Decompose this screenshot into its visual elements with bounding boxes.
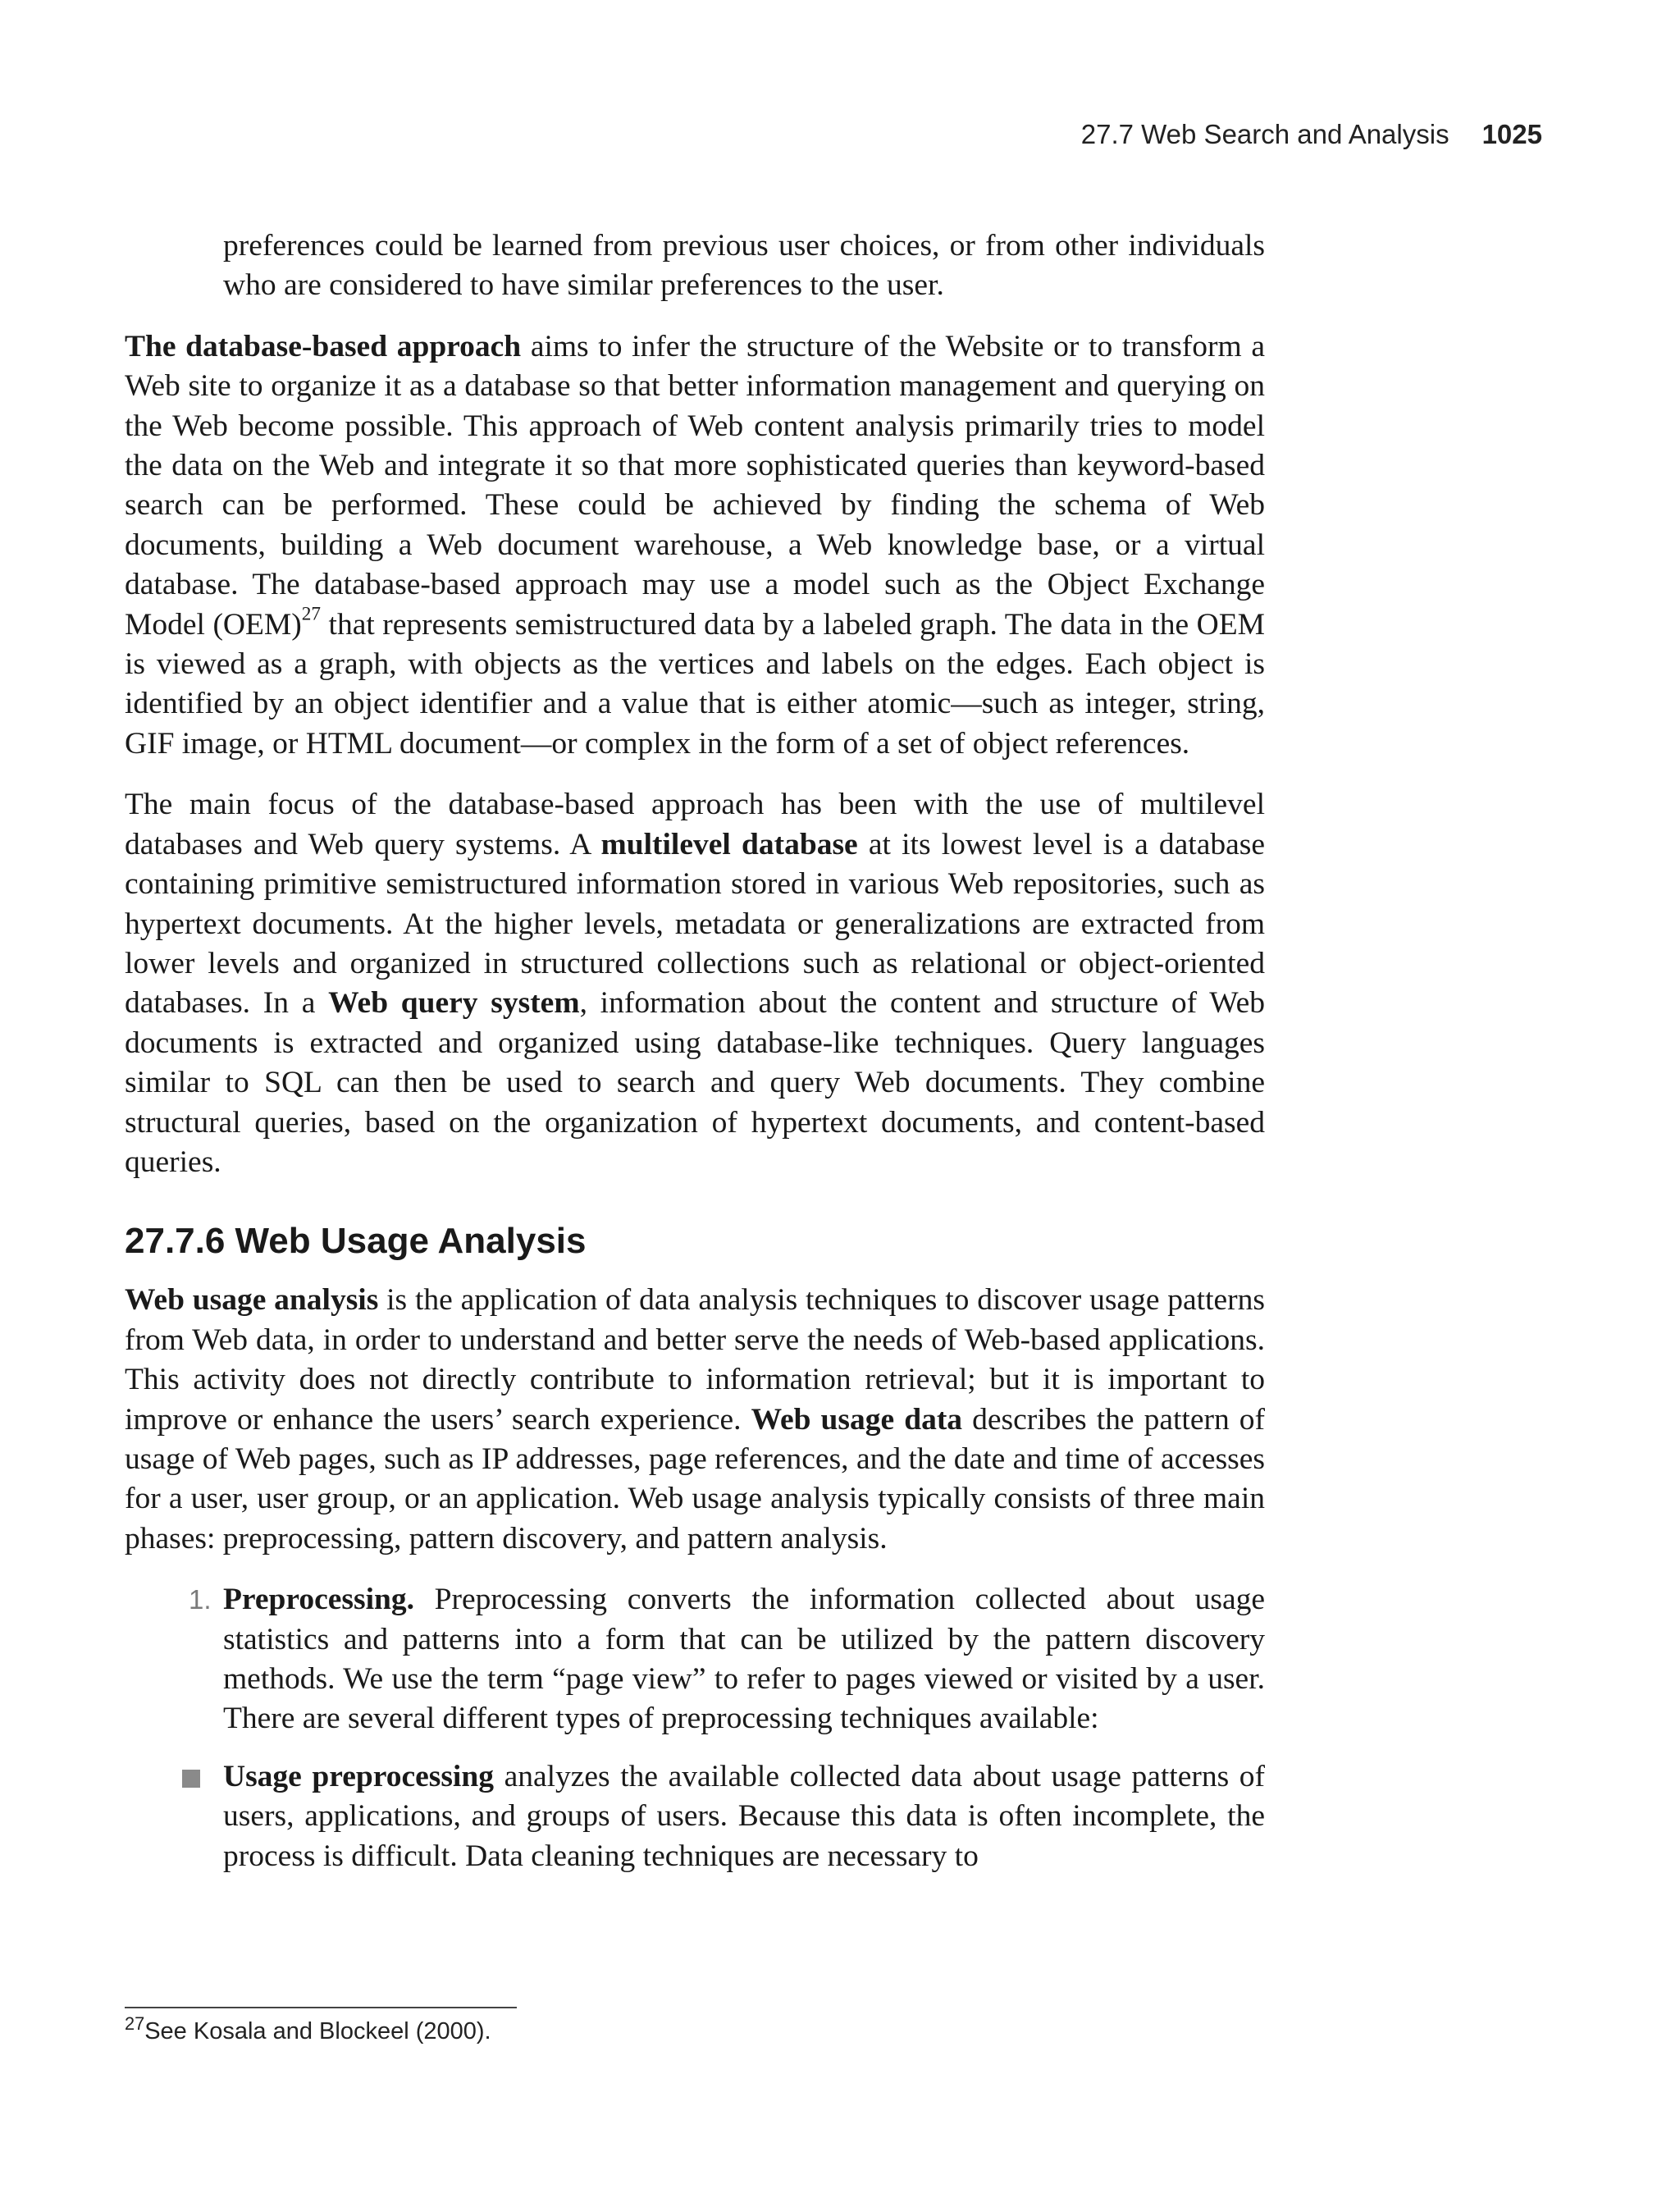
list-item-text: Preprocessing converts the information collected about usage statistics and patterns into a form that can be utilized by the pattern discovery methods. We use the term “page view” to refer to pages viewed or visited by a user. There are several different types of preprocessing techniques available: bbox=[223, 1583, 1265, 1736]
paragraph-text: The main focus of the database-based approach has been with the use of multilevel databases and Web query systems. A bbox=[125, 788, 1265, 861]
paragraph-multilevel bbox=[125, 785, 1265, 1182]
term-usage-preprocessing: Usage preprocessing bbox=[223, 1759, 494, 1793]
section-heading: 27.7.6 Web Usage Analysis bbox=[125, 1221, 587, 1262]
term-web-usage-data: Web usage data bbox=[751, 1402, 963, 1437]
footnote bbox=[125, 2013, 491, 2045]
paragraph-text: , information about the content and structure of Web documents is extracted and organized using database-like techniques. Query languages similar to SQL can then be used to search and query Web documents. They combine structural queries, based on the organization of hypertext documents, and content-based queries. bbox=[125, 986, 1265, 1179]
list-item-text: analyzes the available collected data about usage patterns of users, applications, and groups of users. Because this data is often incomplete, the process is difficult. Data cleaning techniques are necessary to bbox=[223, 1759, 1266, 1873]
paragraph-web-usage bbox=[125, 1281, 1265, 1559]
footnote-divider bbox=[125, 2007, 517, 2008]
paragraph-text: at its lowest level is a database containing primitive semistructured information stored in various Web repositories, such as hypertext documents. At the higher levels, metadata or generalizations are extracted from lower levels and organized in structured collections such as relational or object-oriented databases. In a bbox=[125, 827, 1265, 1021]
numbered-list-item bbox=[189, 1580, 1265, 1739]
paragraph-text: is the application of data analysis techniques to discover usage patterns from Web data, in order to understand and better serve the needs of Web-based applications. This activity does not directly contribute to information retrieval; but it is important to improve or enhance the users’ search experience. bbox=[125, 1283, 1265, 1437]
continued-paragraph: preferences could be learned from previous user choices, or from other individuals who are considered to have similar preferences to the user. bbox=[223, 229, 1265, 303]
running-head bbox=[1081, 119, 1542, 150]
paragraph-text: describes the pattern of usage of Web pages, such as IP addresses, page references, and the date and time of accesses for a user, user group, or an application. Web usage analysis typically consists of three main phases: preprocessing, pattern discovery, and pattern analysis. bbox=[125, 1402, 1265, 1556]
paragraph-database-approach bbox=[125, 327, 1265, 764]
term-preprocessing: Preprocessing. bbox=[223, 1583, 414, 1617]
paragraph-text: that represents semistructured data by a labeled graph. The data in the OEM is viewed as a graph, with objects as the vertices and labels on the edges. Each object is identified by an object identifier and a value that is either atomic—such as integer, string, GIF image, or HTML document—or complex in the form of a set of object references. bbox=[125, 607, 1265, 761]
footnote-reference: 27 bbox=[301, 603, 321, 625]
list-number: 1. bbox=[189, 1584, 212, 1615]
bullet-list-item bbox=[223, 1757, 1265, 1876]
term-multilevel-database: multilevel database bbox=[600, 827, 858, 861]
term-database-based-approach: The database-based approach bbox=[125, 329, 522, 363]
footnote-number: 27 bbox=[125, 2013, 145, 2035]
footnote-text: See Kosala and Blockeel (2000). bbox=[144, 2018, 491, 2044]
term-web-usage-analysis: Web usage analysis bbox=[125, 1283, 379, 1318]
running-head-section: 27.7 Web Search and Analysis bbox=[1080, 119, 1449, 149]
paragraph-text: aims to infer the structure of the Website or to transform a Web site to organize it as a database so that better information management and querying on the Web become possible. This approach of Web content analysis primarily tries to model the data on the Web and integrate it so that more sophisticated queries than keyword-based search can be performed. These could be achieved by finding the schema of Web documents, building a Web document warehouse, a Web knowledge base, or a virtual database. The database-based approach may use a model such as the Object Exchange Model (OEM) bbox=[125, 329, 1265, 642]
term-web-query-system: Web query system bbox=[328, 986, 580, 1021]
page-number: 1025 bbox=[1481, 119, 1542, 149]
body-text bbox=[125, 226, 1265, 1894]
square-bullet-icon bbox=[182, 1770, 200, 1788]
